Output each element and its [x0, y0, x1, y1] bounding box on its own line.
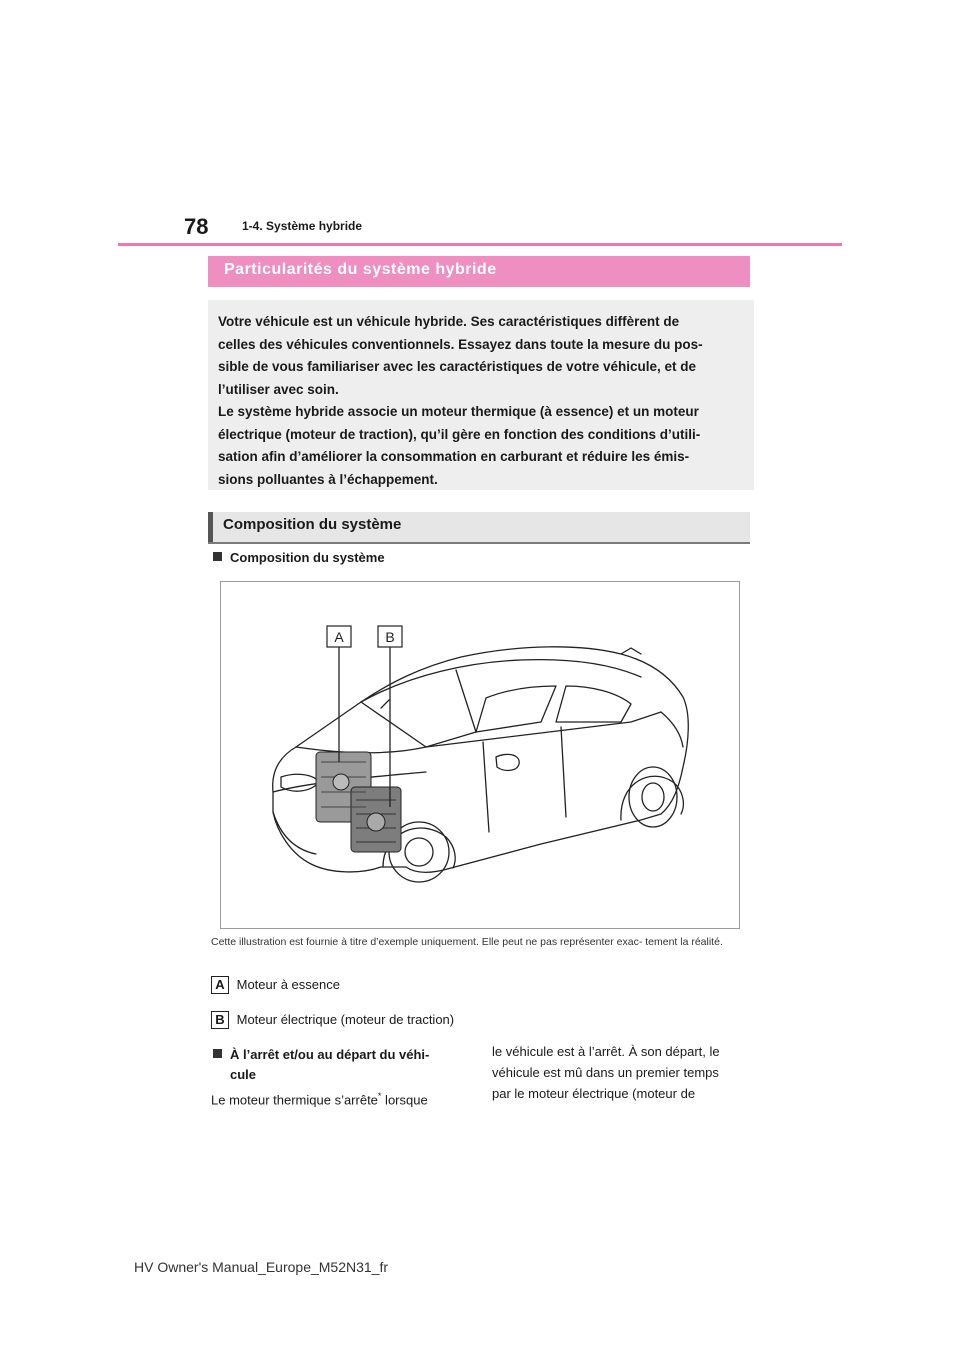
section-banner	[208, 256, 750, 287]
square-bullet-icon	[213, 1049, 222, 1058]
intro-box	[208, 300, 754, 490]
footnote-mark: *	[377, 1091, 382, 1101]
intro-line: Votre véhicule est un véhicule hybride. Ses caractéristiques diffèrent de	[218, 314, 680, 329]
roof-line	[361, 660, 641, 702]
subheading-text: Composition du système	[230, 550, 385, 565]
footer-text: HV Owner's Manual_Europe_M52N31_fr	[134, 1259, 389, 1275]
section-divider	[208, 542, 750, 544]
stop-heading-line2: cule	[230, 1067, 257, 1082]
intro-line: Le système hybride associe un moteur thermique (à essence) et un moteur	[218, 404, 699, 419]
door-line-front	[483, 742, 489, 832]
callout-a	[327, 626, 351, 647]
left-text-before: Le moteur thermique s’arrête	[211, 1092, 378, 1108]
rear-wheel-hub	[642, 783, 664, 811]
intro-line: sions polluantes à l’échappement.	[218, 471, 438, 487]
hybrid-car-drawing	[221, 582, 740, 929]
hybrid-powertrain	[316, 752, 401, 852]
car-illustration	[220, 581, 740, 929]
door-line-rear	[561, 727, 566, 817]
right-line: véhicule est mû dans un premier temps	[492, 1065, 719, 1080]
windshield	[361, 670, 476, 747]
left-column-text	[211, 1086, 471, 1110]
legend-label-a: Moteur à essence	[236, 977, 340, 992]
section-header	[208, 512, 750, 542]
intro-line: sible de vous familiariser avec les caractéristiques de votre véhicule, et de	[218, 359, 696, 374]
wiper	[381, 700, 389, 708]
right-line: par le moteur électrique (moteur de	[492, 1086, 696, 1101]
rear-window	[556, 686, 631, 722]
legend-item-b	[211, 1011, 454, 1029]
chapter-title: 1-4. Système hybride	[242, 219, 363, 233]
callout-a-label: A	[334, 629, 344, 645]
left-text-after: lorsque	[381, 1092, 428, 1108]
tail-light	[661, 712, 683, 747]
callout-b	[378, 626, 402, 647]
legend-item-a	[211, 976, 340, 994]
intro-line: sation afin d’améliorer la consommation en carburant et réduire les émis-	[218, 449, 690, 464]
legend-label-b: Moteur électrique (moteur de traction)	[236, 1012, 455, 1027]
right-column-text	[492, 1041, 752, 1104]
subheading	[213, 550, 385, 565]
front-window	[476, 686, 556, 732]
page-number: 78	[184, 214, 209, 239]
figure-caption: Cette illustration est fournie à titre d’exemple uniquement. Elle peut ne pas représenter exac- tement la réalité.	[211, 936, 723, 948]
front-bumper	[273, 812, 316, 854]
front-wheel-hub	[405, 838, 433, 866]
header-divider	[118, 243, 842, 246]
stop-heading-line1: À l’arrêt et/ou au départ du véhi-	[230, 1047, 430, 1062]
callout-b-label: B	[385, 629, 395, 645]
legend-key-b: B	[211, 1011, 229, 1029]
square-bullet-icon	[213, 552, 222, 561]
intro-line: l’utiliser avec soin.	[218, 381, 339, 397]
stop-subheading	[213, 1045, 473, 1085]
legend-key-a: A	[211, 976, 229, 994]
side-mirror	[496, 754, 519, 770]
section-title: Composition du système	[223, 516, 402, 533]
intro-line: électrique (moteur de traction), qu’il gère en fonction des conditions d’utili-	[218, 426, 701, 442]
banner-title: Particularités du système hybride	[224, 261, 497, 278]
right-line: le véhicule est à l’arrêt. À son départ, le	[492, 1044, 720, 1059]
intro-line: celles des véhicules conventionnels. Essayez dans toute la mesure du pos-	[218, 336, 703, 352]
rear-spoiler	[621, 648, 641, 654]
